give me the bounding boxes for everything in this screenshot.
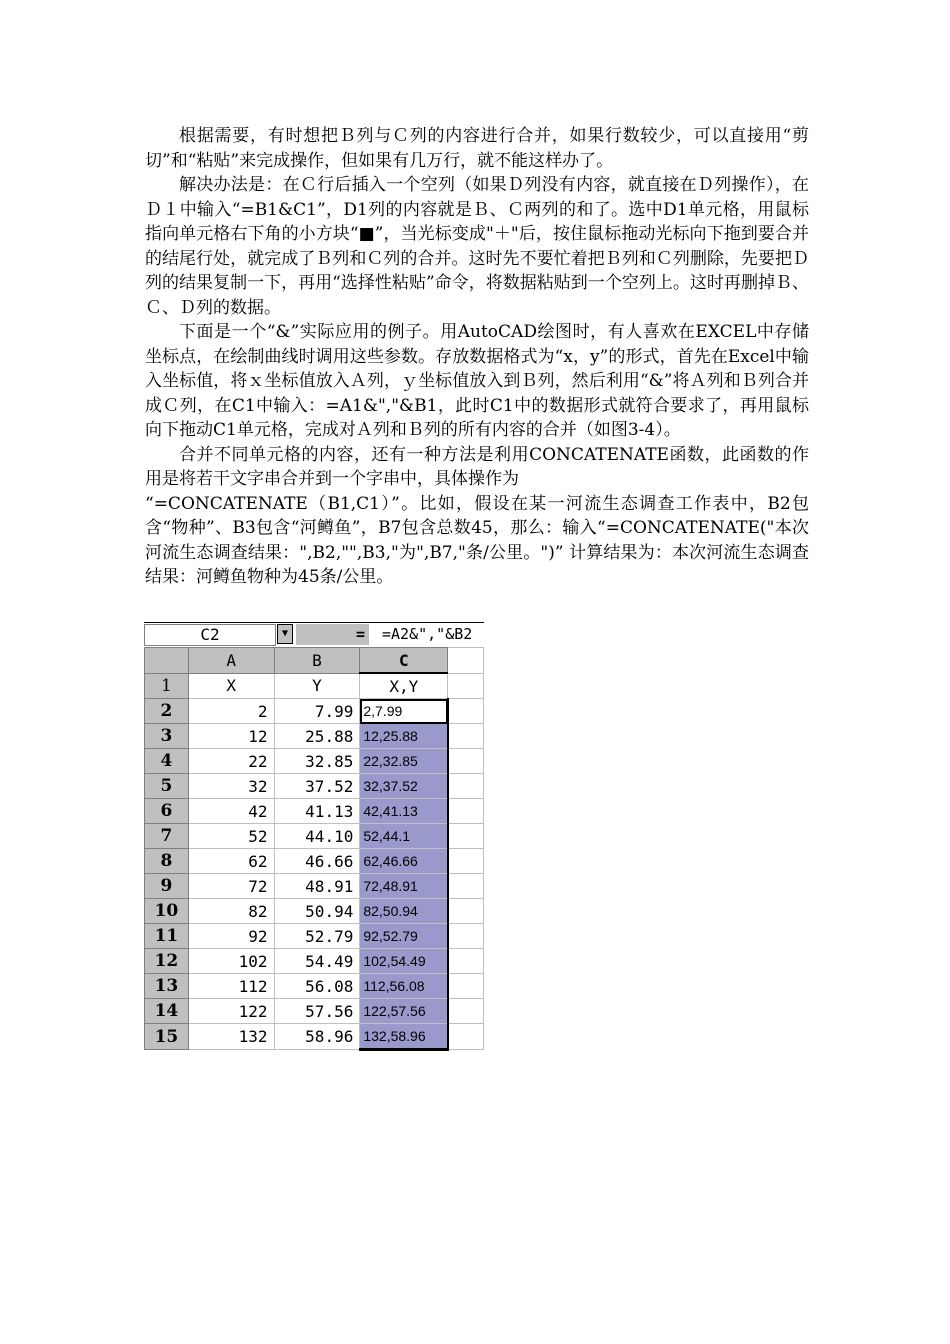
cell-c[interactable]: 22,32.85	[360, 749, 448, 774]
cell-b[interactable]: 56.08	[274, 974, 360, 999]
row-header[interactable]: 6	[145, 799, 189, 824]
formula-bar	[144, 622, 484, 647]
empty-cell[interactable]	[448, 899, 484, 924]
row-header[interactable]: 14	[145, 999, 189, 1024]
row-header[interactable]: 4	[145, 749, 189, 774]
empty-cell[interactable]	[448, 724, 484, 749]
empty-cell[interactable]	[448, 999, 484, 1024]
empty-cell[interactable]	[448, 849, 484, 874]
cell-a[interactable]: 132	[188, 1024, 274, 1050]
row-header[interactable]: 11	[145, 924, 189, 949]
cell-a[interactable]: 102	[188, 949, 274, 974]
cell-b[interactable]: 7.99	[274, 699, 360, 724]
cell-a[interactable]: 22	[188, 749, 274, 774]
row-header[interactable]: 1	[145, 673, 189, 699]
cell-a[interactable]: 72	[188, 874, 274, 899]
column-header-b[interactable]: B	[274, 648, 360, 674]
cell-a[interactable]: 122	[188, 999, 274, 1024]
column-header-c[interactable]: C	[360, 648, 448, 674]
table-row	[145, 824, 484, 849]
cell-b[interactable]: 46.66	[274, 849, 360, 874]
cell-c[interactable]: 2,7.99	[360, 699, 448, 724]
table-row	[145, 799, 484, 824]
empty-cell[interactable]	[448, 949, 484, 974]
formula-equals-button[interactable]: =	[296, 624, 369, 645]
cell-b[interactable]: 50.94	[274, 899, 360, 924]
cell-c[interactable]: 32,37.52	[360, 774, 448, 799]
empty-cell[interactable]	[448, 974, 484, 999]
cell-c[interactable]: 132,58.96	[360, 1024, 448, 1050]
paragraph-3: 下面是一个“&”实际应用的例子。用AutoCAD绘图时，有人喜欢在EXCEL中存储坐标点，在绘制曲线时调用这些参数。存放数据格式为“x，y”的形式，首先在Excel中输入坐标值，将ｘ坐标值放入Ａ列，ｙ坐标值放入到Ｂ列，然后利用“&”将Ａ列和Ｂ列合并成Ｃ列，在C1中输入：=A1&","&B1，此时C1中的数据形式就符合要求了，再用鼠标向下拖动C1单元格，完成对Ａ列和Ｂ列的所有内容的合并（如图3-4）。	[145, 322, 809, 440]
table-row	[145, 949, 484, 974]
row-header[interactable]: 12	[145, 949, 189, 974]
row-header[interactable]: 13	[145, 974, 189, 999]
row-header[interactable]: 7	[145, 824, 189, 849]
cell-c[interactable]: 92,52.79	[360, 924, 448, 949]
cell-c[interactable]: 72,48.91	[360, 874, 448, 899]
formula-input[interactable]: =A2&","&B2	[372, 624, 484, 645]
table-row	[145, 749, 484, 774]
table-row	[145, 673, 484, 699]
row-header[interactable]: 3	[145, 724, 189, 749]
row-header[interactable]: 5	[145, 774, 189, 799]
table-row	[145, 1024, 484, 1050]
cell-b[interactable]: 54.49	[274, 949, 360, 974]
cell-b[interactable]: 44.10	[274, 824, 360, 849]
empty-cell[interactable]	[448, 673, 484, 699]
cell-a[interactable]: 2	[188, 699, 274, 724]
cell-c[interactable]: 12,25.88	[360, 724, 448, 749]
spreadsheet-figure	[144, 622, 484, 1047]
empty-cell[interactable]	[448, 774, 484, 799]
cell-a[interactable]: X	[188, 673, 274, 699]
cell-b[interactable]: 41.13	[274, 799, 360, 824]
table-row	[145, 699, 484, 724]
empty-cell[interactable]	[448, 799, 484, 824]
column-header-a[interactable]: A	[188, 648, 274, 674]
cell-c[interactable]: X,Y	[360, 673, 448, 699]
cell-b[interactable]: 37.52	[274, 774, 360, 799]
cell-b[interactable]: 25.88	[274, 724, 360, 749]
cell-a[interactable]: 92	[188, 924, 274, 949]
empty-cell[interactable]	[448, 874, 484, 899]
paragraph-5: “=CONCATENATE（B1,C1）”。比如，假设在某一河流生态调查工作表中，B2包含“物种”、B3包含“河鳟鱼”，B7包含总数45，那么：输入“=CONCATENATE("本次河流生态调查结果：",B2,"",B3,"为",B7,"条/公里。")” 计算结果为：本次河流生态调查结果：河鳟鱼物种为45条/公里。	[145, 493, 809, 587]
table-row	[145, 974, 484, 999]
cell-a[interactable]: 42	[188, 799, 274, 824]
table-row	[145, 849, 484, 874]
table-row	[145, 999, 484, 1024]
row-header[interactable]: 8	[145, 849, 189, 874]
name-box-dropdown-icon[interactable]: ▼	[277, 624, 293, 644]
name-box[interactable]: C2	[144, 624, 276, 646]
row-header[interactable]: 2	[145, 699, 189, 724]
select-all-corner[interactable]	[145, 648, 189, 674]
cell-a[interactable]: 12	[188, 724, 274, 749]
column-header-row	[145, 648, 484, 674]
article-body	[145, 124, 809, 590]
empty-cell[interactable]	[448, 924, 484, 949]
cell-b[interactable]: 58.96	[274, 1024, 360, 1050]
cell-c[interactable]: 102,54.49	[360, 949, 448, 974]
paragraph-4: 合并不同单元格的内容，还有一种方法是利用CONCATENATE函数，此函数的作用是将若干文字串合并到一个字串中，具体操作为	[145, 444, 809, 489]
cell-c[interactable]: 122,57.56	[360, 999, 448, 1024]
cell-c[interactable]: 82,50.94	[360, 899, 448, 924]
empty-cell[interactable]	[448, 648, 484, 674]
cell-c[interactable]: 112,56.08	[360, 974, 448, 999]
paragraph-2: 解决办法是：在Ｃ行后插入一个空列（如果Ｄ列没有内容，就直接在Ｄ列操作），在Ｄ１中输入“=B1&C1”，D1列的内容就是Ｂ、Ｃ两列的和了。选中D1单元格，用鼠标指向单元格右下角的小方块“■”，当光标变成"＋"后，按住鼠标拖动光标向下拖到要合并的结尾行处，就完成了Ｂ列和Ｃ列的合并。这时先不要忙着把Ｂ列和Ｃ列删除，先要把Ｄ列的结果复制一下，再用“选择性粘贴”命令，将数据粘贴到一个空列上。这时再删掉Ｂ、Ｃ、Ｄ列的数据。	[145, 175, 809, 318]
cell-c[interactable]: 52,44.1	[360, 824, 448, 849]
cell-b[interactable]: 52.79	[274, 924, 360, 949]
paragraph-1: 根据需要，有时想把Ｂ列与Ｃ列的内容进行合并，如果行数较少，可以直接用“剪切”和“粘贴”来完成操作，但如果有几万行，就不能这样办了。	[145, 126, 809, 171]
empty-cell[interactable]	[448, 1024, 484, 1050]
row-header[interactable]: 10	[145, 899, 189, 924]
row-header[interactable]: 15	[145, 1024, 189, 1050]
cell-a[interactable]: 62	[188, 849, 274, 874]
cell-a[interactable]: 112	[188, 974, 274, 999]
empty-cell[interactable]	[448, 824, 484, 849]
cell-a[interactable]: 52	[188, 824, 274, 849]
empty-cell[interactable]	[448, 749, 484, 774]
table-row	[145, 924, 484, 949]
empty-cell[interactable]	[448, 699, 484, 724]
table-row	[145, 899, 484, 924]
table-row	[145, 874, 484, 899]
cell-grid	[144, 647, 484, 1051]
row-header[interactable]: 9	[145, 874, 189, 899]
table-row	[145, 724, 484, 749]
cell-b[interactable]: 32.85	[274, 749, 360, 774]
cell-a[interactable]: 32	[188, 774, 274, 799]
cell-b[interactable]: 57.56	[274, 999, 360, 1024]
cell-b[interactable]: 48.91	[274, 874, 360, 899]
cell-a[interactable]: 82	[188, 899, 274, 924]
cell-b[interactable]: Y	[274, 673, 360, 699]
cell-c[interactable]: 42,41.13	[360, 799, 448, 824]
cell-c[interactable]: 62,46.66	[360, 849, 448, 874]
table-row	[145, 774, 484, 799]
